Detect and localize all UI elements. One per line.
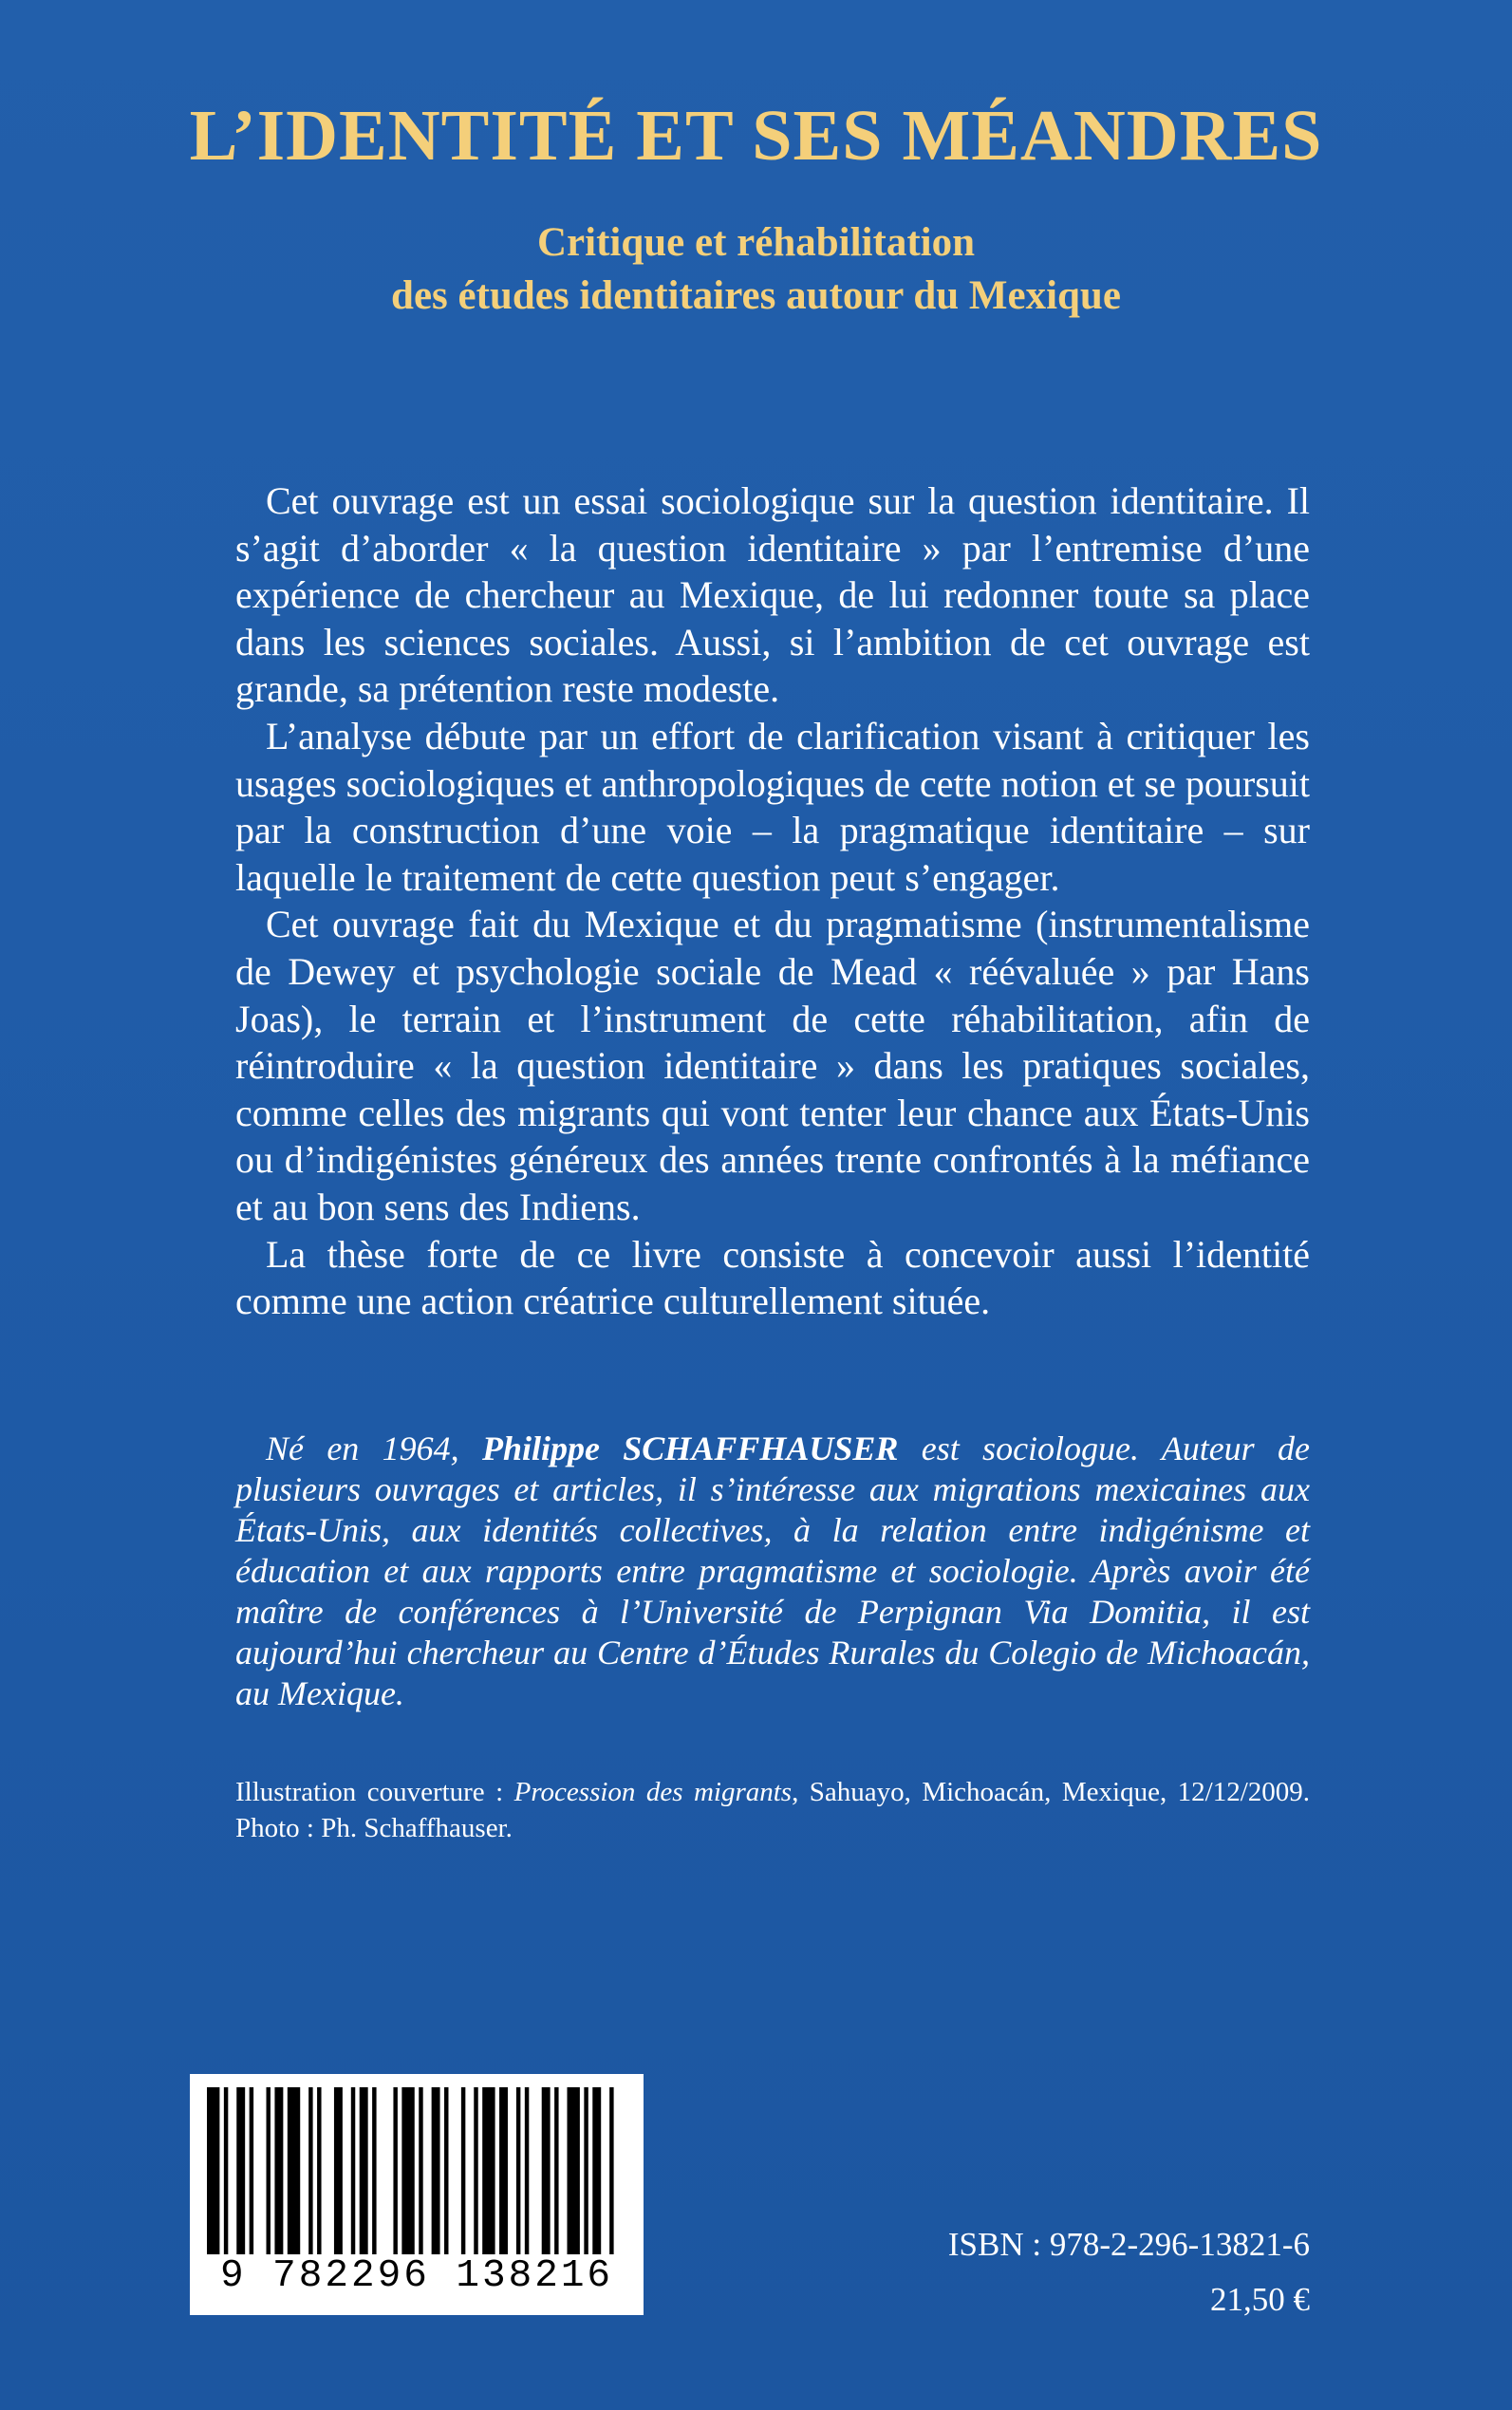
summary-paragraph: La thèse forte de ce livre consiste à concevoir aussi l’identité comme une action créatrice culturellement située. — [235, 1232, 1310, 1323]
barcode-bar — [393, 2087, 397, 2254]
barcode-bar — [317, 2087, 321, 2254]
book-subtitle — [0, 216, 1512, 323]
barcode-bar — [419, 2087, 422, 2254]
summary-paragraph: Cet ouvrage fait du Mexique et du pragmatisme (instrumentalisme de Dewey et psychologie sociale de Mead « réévaluée » par Hans Joas), le terrain et l’instrument de cette réhabilitation, afin de réintroduire « la question identitaire » dans les pratiques sociales, comme celles des migrants qui vont tenter leur chance aux États-Unis ou d’indigénistes généreux des années trente confrontés à la méfiance et au bon sens des Indiens. — [235, 903, 1310, 1228]
book-title: L’IDENTITÉ ET SES MÉANDRES — [189, 96, 1323, 176]
credit-label: Illustration couverture : — [235, 1777, 504, 1807]
barcode-bar — [482, 2087, 495, 2254]
barcode-bar — [444, 2087, 448, 2254]
barcode-bar — [207, 2087, 219, 2254]
barcode-digits: 9 782296 138216 — [219, 2254, 614, 2298]
barcode-bar — [542, 2087, 551, 2254]
barcode — [190, 2074, 644, 2315]
barcode-bar — [250, 2087, 253, 2254]
author-bio — [235, 1429, 1310, 1714]
barcode-bar — [592, 2087, 601, 2254]
barcode-bar — [461, 2087, 465, 2254]
barcode-bar — [554, 2087, 558, 2254]
barcode-bar — [474, 2087, 477, 2254]
isbn: ISBN : 978-2-296-13821-6 — [947, 2226, 1310, 2263]
credit-details: , Sahuayo, Michoacán, Mexique, 12/12/2009. Photo : Ph. Schaffhauser. — [235, 1777, 1310, 1843]
summary-paragraph: L’analyse débute par un effort de clarification visant à critiquer les usages sociologiques et anthropologiques de cette notion et se poursuit par la construction d’une voie – la pragmatique identitaire – sur laquelle le traitement de cette question peut s’engager. — [235, 714, 1310, 899]
barcode-bar — [334, 2087, 343, 2254]
author-bio-lead: Né en 1964, — [266, 1429, 459, 1467]
author-name: Philippe SCHAFFHAUSER — [481, 1429, 899, 1467]
barcode-bars — [207, 2087, 626, 2254]
barcode-bar — [360, 2087, 368, 2254]
barcode-bar — [351, 2087, 355, 2254]
barcode-bar — [274, 2087, 283, 2254]
barcode-bar — [236, 2087, 245, 2254]
barcode-bar — [308, 2087, 312, 2254]
barcode-bar — [401, 2087, 414, 2254]
barcode-bar — [432, 2087, 440, 2254]
barcode-bar — [567, 2087, 579, 2254]
barcode-bar — [372, 2087, 376, 2254]
author-bio-text: est sociologue. Auteur de plusieurs ouvrages et articles, il s’intéresse aux migrations mexicaines aux États-Unis, aux identités collectives, à la relation entre indigénisme et éducation et aux rapports entre pragmatisme et sociologie. Après avoir été maître de conférences à l’Université de Perpignan Via Domitia, il est aujourd’hui chercheur au Centre d’Études Rurales du Colegio de Michoacán, au Mexique. — [235, 1429, 1310, 1712]
subtitle-line-1: Critique et réhabilitation — [536, 220, 975, 265]
barcode-bar — [584, 2087, 588, 2254]
credit-work-title: Procession des migrants — [513, 1777, 793, 1807]
barcode-bar — [609, 2087, 613, 2254]
barcode-bar — [224, 2087, 228, 2254]
summary-paragraph: Cet ouvrage est un essai sociologique sur la question identitaire. Il s’agit d’aborder « la question identitaire » par l’entremise d’une expérience de chercheur au Mexique, de lui redonner toute sa place dans les sciences sociales. Aussi, si l’ambition de cet ouvrage est grande, sa prétention reste modeste. — [235, 479, 1310, 711]
barcode-bar — [288, 2087, 300, 2254]
barcode-bar — [499, 2087, 508, 2254]
barcode-bar — [516, 2087, 520, 2254]
subtitle-line-2: des études identitaires autour du Mexique — [391, 273, 1121, 318]
barcode-bar — [267, 2087, 271, 2254]
barcode-bar — [525, 2087, 529, 2254]
summary-text — [235, 477, 1310, 1325]
price: 21,50 € — [1210, 2281, 1310, 2318]
cover-credit — [235, 1774, 1310, 1846]
